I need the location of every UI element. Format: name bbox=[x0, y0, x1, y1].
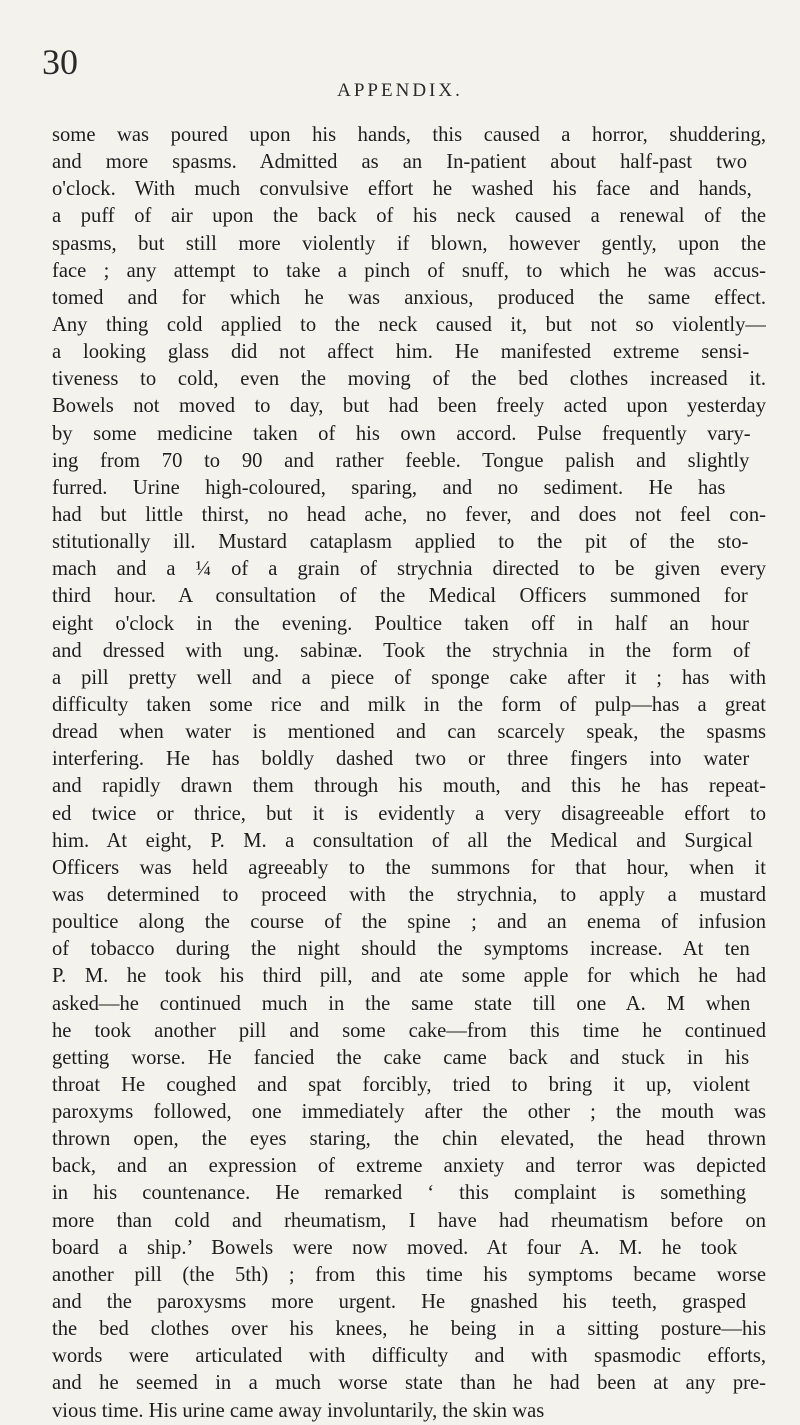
running-head: APPENDIX. bbox=[337, 80, 463, 101]
text-line: and rapidly drawn them through his mouth, and this he has repeat- bbox=[52, 775, 766, 798]
text-line: tiveness to cold, even the moving of the bed clothes increased it. bbox=[52, 368, 766, 391]
text-line: a puff of air upon the back of his neck caused a renewal of the bbox=[52, 205, 766, 228]
text-line: and dressed with ung. sabinæ. Took the strychnia in the form of bbox=[52, 639, 751, 662]
text-line: ing from 70 to 90 and rather feeble. Tongue palish and slightly bbox=[52, 449, 750, 472]
text-line: board a ship.’ Bowels were now moved. At four A. M. he took bbox=[52, 1236, 738, 1259]
text-line: the bed clothes over his knees, he being in a sitting posture—his bbox=[52, 1318, 766, 1341]
text-line: tomed and for which he was anxious, produced the same effect. bbox=[52, 286, 766, 309]
text-line: interfering. He has boldly dashed two or three fingers into water bbox=[52, 748, 750, 771]
text-line: some was poured upon his hands, this caused a horror, shuddering, bbox=[52, 124, 766, 146]
text-line: him. At eight, P. M. a consultation of all the Medical and Surgical bbox=[52, 829, 753, 852]
text-line: in his countenance. He remarked ‘ this complaint is something bbox=[52, 1182, 747, 1205]
text-line: face ; any attempt to take a pinch of snuff, to which he was accus- bbox=[52, 259, 766, 282]
text-line: words were articulated with difficulty and with spasmodic efforts, bbox=[52, 1345, 766, 1368]
text-line: mach and a ¼ of a grain of strychnia directed to be given every bbox=[52, 558, 766, 581]
text-line: vious time. His urine came away involuntarily, the skin was bbox=[52, 1399, 545, 1422]
text-line: o'clock. With much convulsive effort he washed his face and hands, bbox=[52, 178, 752, 201]
text-line: Bowels not moved to day, but had been freely acted upon yesterday bbox=[52, 395, 766, 418]
body-text bbox=[52, 122, 766, 1425]
text-line: by some medicine taken of his own accord. Pulse frequently vary- bbox=[52, 422, 751, 445]
text-line: stitutionally ill. Mustard cataplasm applied to the pit of the sto- bbox=[52, 531, 749, 554]
text-line: and he seemed in a much worse state than he had been at any pre- bbox=[52, 1372, 766, 1395]
text-line: thrown open, the eyes staring, the chin elevated, the head thrown bbox=[52, 1128, 766, 1151]
text-line: back, and an expression of extreme anxiety and terror was depicted bbox=[52, 1155, 766, 1178]
text-line: difficulty taken some rice and milk in the form of pulp—has a great bbox=[52, 693, 766, 716]
text-line: P. M. he took his third pill, and ate some apple for which he had bbox=[52, 965, 766, 988]
text-line: he took another pill and some cake—from this time he continued bbox=[52, 1019, 766, 1042]
text-line: a looking glass did not affect him. He manifested extreme sensi- bbox=[52, 341, 750, 364]
text-line: spasms, but still more violently if blown, however gently, upon the bbox=[52, 232, 766, 255]
text-line: Officers was held agreeably to the summons for that hour, when it bbox=[52, 856, 766, 879]
text-line: had but little thirst, no head ache, no fever, and does not feel con- bbox=[52, 503, 766, 526]
text-line: poultice along the course of the spine ; and an enema of infusion bbox=[52, 911, 766, 934]
text-line: was determined to proceed with the strychnia, to apply a mustard bbox=[52, 883, 766, 906]
text-line: getting worse. He fancied the cake came back and stuck in his bbox=[52, 1046, 750, 1069]
text-line: of tobacco during the night should the symptoms increase. At ten bbox=[52, 938, 750, 961]
text-line: furred. Urine high-coloured, sparing, and no sediment. He has bbox=[52, 476, 726, 499]
text-line: and more spasms. Admitted as an In-patient about half-past two bbox=[52, 151, 748, 174]
page-number: 30 bbox=[42, 42, 78, 82]
text-line: eight o'clock in the evening. Poultice taken off in half an hour bbox=[52, 612, 749, 635]
text-line: more than cold and rheumatism, I have had rheumatism before on bbox=[52, 1209, 766, 1232]
text-line: paroxyms followed, one immediately after the other ; the mouth was bbox=[52, 1101, 766, 1124]
text-line: third hour. A consultation of the Medical Officers summoned for bbox=[52, 585, 748, 608]
text-line: another pill (the 5th) ; from this time his symptoms became worse bbox=[52, 1263, 766, 1286]
text-line: asked—he continued much in the same state till one A. M when bbox=[52, 992, 751, 1015]
text-line: throat He coughed and spat forcibly, tried to bring it up, violent bbox=[52, 1073, 750, 1096]
text-line: and the paroxysms more urgent. He gnashed his teeth, grasped bbox=[52, 1291, 747, 1314]
text-line: dread when water is mentioned and can scarcely speak, the spasms bbox=[52, 721, 766, 744]
text-line: ed twice or thrice, but it is evidently a very disagreeable effort to bbox=[52, 802, 766, 825]
text-line: Any thing cold applied to the neck caused it, but not so violently— bbox=[52, 313, 766, 336]
text-line: a pill pretty well and a piece of sponge cake after it ; has with bbox=[52, 666, 766, 689]
